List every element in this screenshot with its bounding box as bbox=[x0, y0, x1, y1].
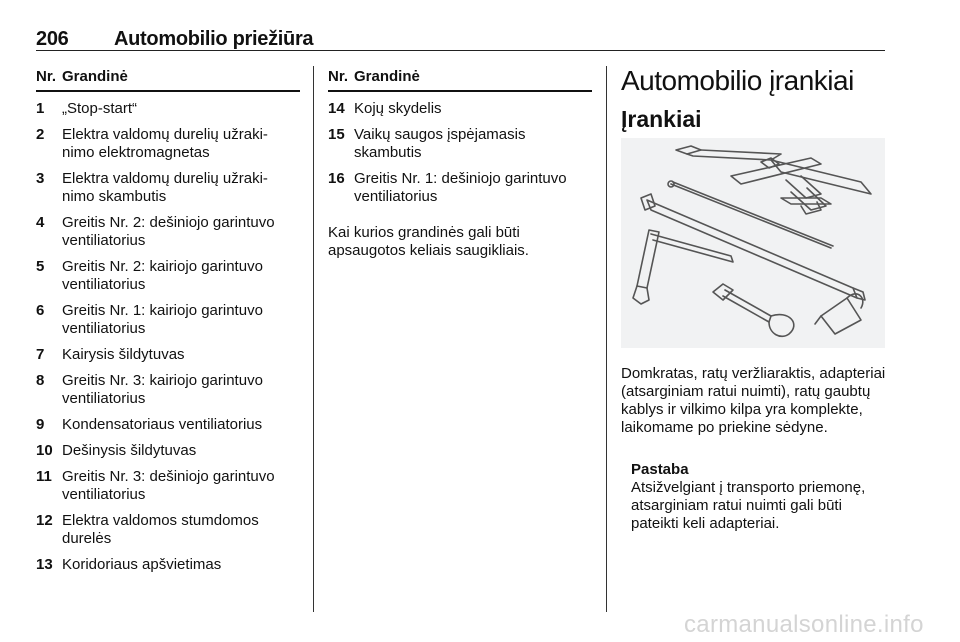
row-number: 2 bbox=[36, 126, 45, 143]
row-text: Greitis Nr. 2: dešiniojo garintuvo ventiliatorius bbox=[62, 214, 275, 249]
row-text: Greitis Nr. 1: dešiniojo garintuvo ventiliatorius bbox=[354, 170, 567, 205]
adapter-icon bbox=[713, 284, 794, 336]
table-row bbox=[328, 170, 592, 206]
table-row bbox=[36, 126, 300, 162]
note-box bbox=[631, 461, 887, 533]
row-number: 7 bbox=[36, 346, 45, 363]
table-row bbox=[36, 468, 300, 504]
table-row bbox=[36, 170, 300, 206]
table-row bbox=[328, 100, 592, 118]
column-nr: Nr. bbox=[36, 68, 57, 85]
row-number: 10 bbox=[36, 442, 53, 459]
row-number: 11 bbox=[36, 468, 52, 485]
row-text: Greitis Nr. 3: kairiojo garintuvo ventiliatorius bbox=[62, 372, 263, 407]
row-text: Kojų skydelis bbox=[354, 100, 442, 117]
row-number: 16 bbox=[328, 170, 345, 187]
note-text: Atsižvelgiant į transporto priemonę, atsarginiam ratui nuimti gali būti pateikti keli adapteriai. bbox=[631, 479, 866, 532]
table-row bbox=[36, 556, 300, 574]
column-nr: Nr. bbox=[328, 68, 349, 85]
table-row bbox=[36, 100, 300, 118]
row-number: 4 bbox=[36, 214, 45, 231]
table-row bbox=[36, 416, 300, 434]
row-text: Greitis Nr. 2: kairiojo garintuvo ventiliatorius bbox=[62, 258, 263, 293]
page-header bbox=[36, 28, 885, 51]
fuse-note: Kai kurios grandinės gali būti apsaugotos keliais saugikliais. bbox=[328, 224, 529, 259]
section-subheading: Įrankiai bbox=[621, 106, 702, 132]
fuse-table-left bbox=[36, 66, 300, 574]
wheel-wrench-icon bbox=[641, 194, 865, 300]
tools-illustration bbox=[621, 138, 885, 348]
row-number: 8 bbox=[36, 372, 45, 389]
row-number: 3 bbox=[36, 170, 45, 187]
row-number: 6 bbox=[36, 302, 45, 319]
tools-image bbox=[621, 138, 885, 348]
row-text: Greitis Nr. 3: dešiniojo garintuvo ventiliatorius bbox=[62, 468, 275, 503]
page-number: 206 bbox=[36, 28, 69, 50]
row-text: Kairysis šildytuvas bbox=[62, 346, 185, 363]
row-text: Elektra valdomos stumdomos durelės bbox=[62, 512, 259, 547]
row-text: Dešinysis šildytuvas bbox=[62, 442, 197, 459]
row-number: 9 bbox=[36, 416, 45, 433]
row-text: Elektra valdomų durelių užraki- nimo elektromagnetas bbox=[62, 126, 268, 161]
l-wrench-icon bbox=[633, 230, 733, 304]
column-divider bbox=[313, 66, 314, 612]
table-row bbox=[36, 512, 300, 548]
row-number: 13 bbox=[36, 556, 53, 573]
row-number: 14 bbox=[328, 100, 345, 117]
page-title: Automobilio priežiūra bbox=[114, 28, 314, 50]
note-title: Pastaba bbox=[631, 461, 689, 478]
row-text: Vaikų saugos įspėjamasis skambutis bbox=[354, 126, 526, 161]
table-row bbox=[36, 302, 300, 338]
table-row bbox=[36, 214, 300, 250]
table-row bbox=[36, 442, 300, 460]
row-number: 15 bbox=[328, 126, 345, 143]
tools-section bbox=[621, 66, 887, 606]
rod-icon bbox=[668, 181, 833, 248]
table-header bbox=[36, 66, 300, 92]
column-circuit: Grandinė bbox=[354, 68, 420, 85]
jack-icon bbox=[676, 146, 871, 214]
table-row bbox=[36, 258, 300, 294]
row-number: 1 bbox=[36, 100, 45, 117]
section-heading: Automobilio įrankiai bbox=[621, 65, 854, 96]
row-text: „Stop-start“ bbox=[62, 100, 138, 117]
row-number: 5 bbox=[36, 258, 45, 275]
column-divider bbox=[606, 66, 607, 612]
table-row bbox=[36, 372, 300, 408]
column-circuit: Grandinė bbox=[62, 68, 128, 85]
row-text: Greitis Nr. 1: kairiojo garintuvo ventiliatorius bbox=[62, 302, 263, 337]
fuse-table-right bbox=[328, 66, 592, 260]
row-number: 12 bbox=[36, 512, 53, 529]
towing-hook-icon bbox=[815, 294, 863, 334]
watermark: carmanualsonline.info bbox=[684, 611, 924, 638]
tools-description: Domkratas, ratų veržliaraktis, adapteriai (atsarginiam ratui nuimti), ratų gaubtų kablys ir vilkimo kilpa yra komplekte, laikomame po priekine sėdyne. bbox=[621, 365, 886, 436]
table-header bbox=[328, 66, 592, 92]
row-text: Elektra valdomų durelių užraki- nimo skambutis bbox=[62, 170, 268, 205]
table-row bbox=[328, 126, 592, 162]
row-text: Koridoriaus apšvietimas bbox=[62, 556, 222, 573]
table-row bbox=[36, 346, 300, 364]
row-text: Kondensatoriaus ventiliatorius bbox=[62, 416, 263, 433]
